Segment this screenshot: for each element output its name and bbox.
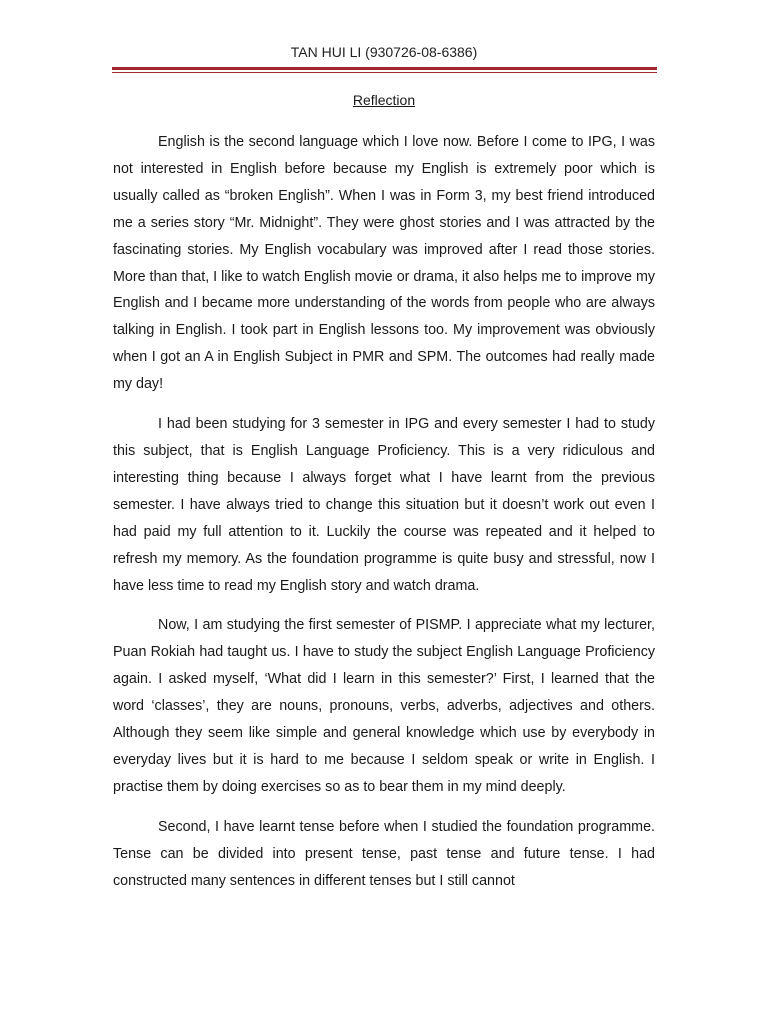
header-rule-thin [112, 72, 657, 73]
paragraph-1: English is the second language which I love now. Before I come to IPG, I was not interested in English before because my English is extremely poor which is usually called as “broken English”. When I was in Form 3, my best friend introduced me a series story “Mr. Midnight”. They were ghost stories and I was attracted by the fascinating stories. My English vocabulary was improved after I read those stories. More than that, I like to watch English movie or drama, it also helps me to improve my English and I became more understanding of the words from people who are always talking in English. I took part in English lessons too. My improvement was obviously when I got an A in English Subject in PMR and SPM. The outcomes had really made my day! [113, 134, 655, 393]
paragraph-4: Second, I have learnt tense before when I studied the foundation programme. Tense can be divided into present tense, past tense and future tense. I had constructed many sentences in different tenses but I still cannot [113, 818, 655, 889]
document-body [113, 129, 655, 907]
page-header-author: TAN HUI LI (930726-08-6386) [290, 44, 478, 60]
header-rule-thick [112, 67, 657, 70]
paragraph-2: I had been studying for 3 semester in IPG and every semester I had to study this subject, that is English Language Proficiency. This is a very ridiculous and interesting thing because I always forget what I have learnt from the previous semester. I have always tried to change this situation but it doesn’t work out even I had paid my full attention to it. Luckily the course was repeated and it helped to refresh my memory. As the foundation programme is quite busy and stressful, now I have less time to read my English story and watch drama. [113, 416, 655, 594]
document-title: Reflection [352, 92, 416, 108]
paragraph-3: Now, I am studying the first semester of PISMP. I appreciate what my lecturer, Puan Rokiah had taught us. I have to study the subject English Language Proficiency again. I asked myself, ‘What did I learn in this semester?’ First, I learned that the word ‘classes’, they are nouns, pronouns, verbs, adverbs, adjectives and others. Although they seem like simple and general knowledge which use by everybody in everyday lives but it is hard to me because I seldom speak or write in English. I practise them by doing exercises so as to bear them in my mind deeply. [113, 617, 655, 795]
